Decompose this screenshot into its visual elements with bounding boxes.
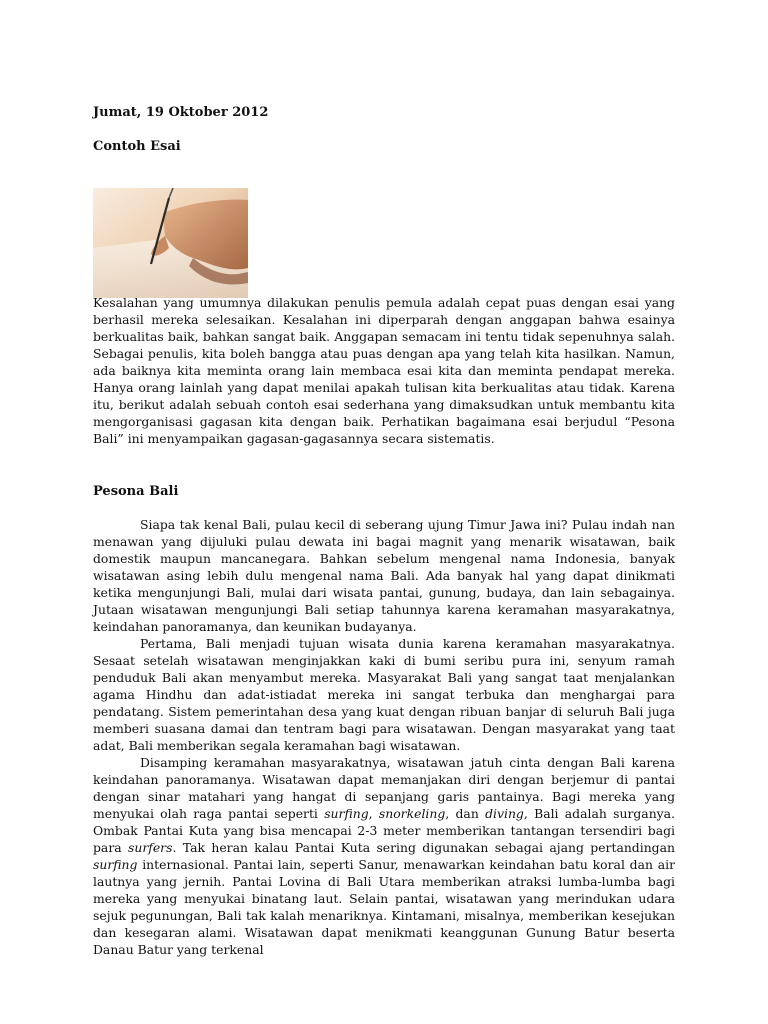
essay-text: , dan: [445, 806, 486, 821]
italic-term: diving: [485, 806, 524, 821]
essay-title: Pesona Bali: [93, 484, 179, 499]
essay-text: ,: [368, 806, 379, 821]
essay-text: . Tak heran kalau Pantai Kuta sering digunakan sebagai ajang pertandingan: [172, 840, 675, 855]
essay-text: , Bali adalah surganya. Ombak Pantai Kuta yang bisa mencapai 2-3 meter memberikan tantangan tersendiri bagi para: [93, 806, 675, 855]
italic-term: surfing: [324, 806, 369, 821]
post-date: Jumat, 19 Oktober 2012: [93, 105, 269, 120]
essay-paragraph-3: [93, 754, 675, 958]
essay-body: [93, 516, 675, 958]
italic-term: snorkeling: [378, 806, 446, 821]
post-title: Contoh Esai: [93, 139, 181, 154]
essay-paragraph-2: Pertama, Bali menjadi tujuan wisata dunia karena keramahan masyarakatnya. Sesaat setelah wisatawan menginjakkan kaki di bumi seribu pura ini, senyum ramah penduduk Bali akan menyambut mereka. Masyarakat Bali yang sangat taat menjalankan agama Hindhu dan adat-istiadat mereka ini sangat terbuka dan menghargai para pendatang. Sistem pemerintahan desa yang kuat dengan ribuan banjar di seluruh Bali juga memberi suasana damai dan tentram bagi para wisatawan. Dengan masyarakat yang taat adat, Bali memberikan segala keramahan bagi wisatawan.: [93, 636, 675, 753]
italic-term: surfing: [93, 857, 138, 872]
writing-hand-photo: [93, 188, 248, 298]
writing-hand-illustration: [93, 188, 248, 298]
essay-text: Disamping keramahan masyarakatnya, wisatawan jatuh cinta dengan Bali karena keindahan panoramanya. Wisatawan dapat memanjakan diri dengan berjemur di pantai dengan sinar matahari yang hangat di sepanjang garis pantainya. Bagi mereka yang menyukai olah raga pantai seperti: [93, 755, 675, 821]
italic-term: surfers: [128, 840, 173, 855]
essay-text: internasional. Pantai lain, seperti Sanur, menawarkan keindahan batu koral dan air lautnya yang jernih. Pantai Lovina di Bali Utara memberikan atraksi lumba-lumba bagi mereka yang menyukai binatang laut. Selain pantai, wisatawan yang merindukan udara sejuk pegunungan, Bali tak kalah menariknya. Kintamani, misalnya, memberikan kesejukan dan kesegaran alami. Wisatawan dapat menikmati keanggunan Gunung Batur beserta Danau Batur yang terkenal: [93, 857, 675, 957]
intro-paragraph: Kesalahan yang umumnya dilakukan penulis pemula adalah cepat puas dengan esai yang berhasil mereka selesaikan. Kesalahan ini diperparah dengan anggapan bahwa esainya berkualitas baik, bahkan sangat baik. Anggapan semacam ini tentu tidak sepenuhnya salah. Sebagai penulis, kita boleh bangga atau puas dengan apa yang telah kita hasilkan. Namun, ada baiknya kita meminta orang lain membaca esai kita dan meminta pendapat mereka. Hanya orang lainlah yang dapat menilai apakah tulisan kita berkualitas atau tidak. Karena itu, berikut adalah sebuah contoh esai sederhana yang dimaksudkan untuk membantu kita mengorganisasi gagasan kita dengan baik. Perhatikan bagaimana esai berjudul “Pesona Bali” ini menyampaikan gagasan-gagasannya secara sistematis.: [93, 295, 675, 446]
essay-paragraph-1: Siapa tak kenal Bali, pulau kecil di seberang ujung Timur Jawa ini? Pulau indah nan menawan yang dijuluki pulau dewata ini bagai magnit yang menarik wisatawan, baik domestik maupun mancanegara. Bahkan sebelum mengenal nama Indonesia, banyak wisatawan asing lebih dulu mengenal nama Bali. Ada banyak hal yang dapat dinikmati ketika mengunjungi Bali, mulai dari wisata pantai, gunung, budaya, dan lain sebagainya. Jutaan wisatawan mengunjungi Bali setiap tahunnya karena keramahan masyarakatnya, keindahan panoramanya, dan keunikan budayanya.: [93, 517, 675, 634]
